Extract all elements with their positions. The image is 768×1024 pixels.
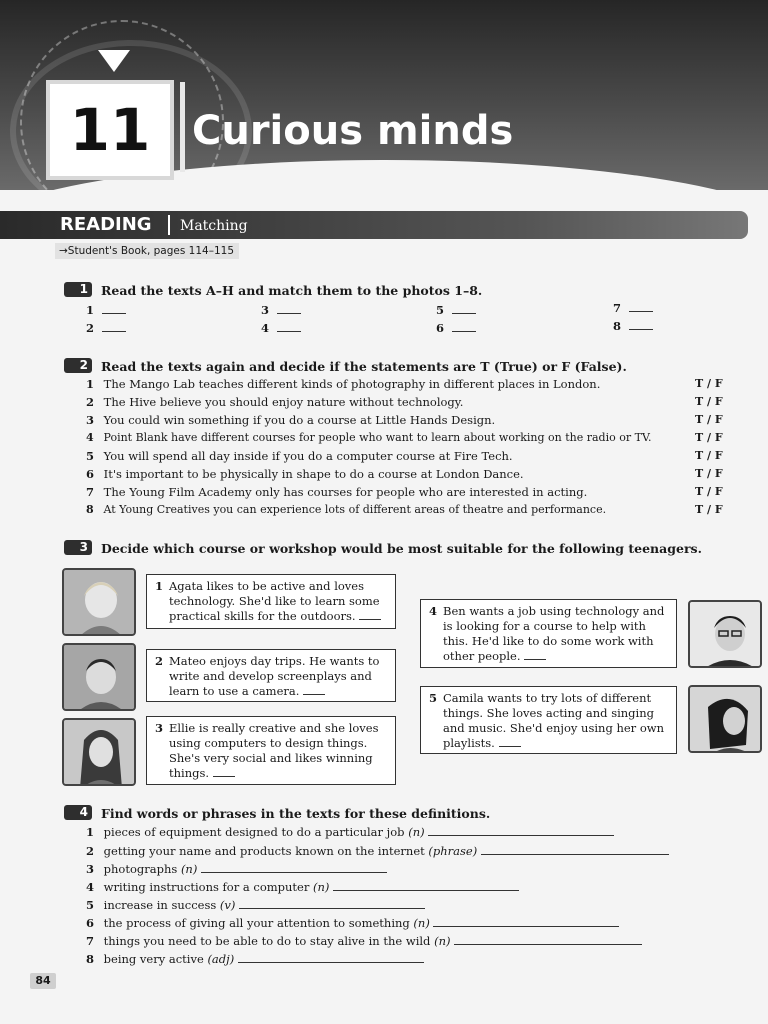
answer-line[interactable] (428, 826, 614, 836)
exercise-4-number: 4 (64, 805, 92, 820)
ex1-item: 8 (613, 319, 653, 333)
answer-line[interactable] (238, 953, 424, 963)
definition-row: 5 increase in success (v) (86, 898, 425, 912)
statement-row: 5 You will spend all day inside if you do a computer course at Fire Tech. (86, 449, 513, 463)
answer-line[interactable] (454, 935, 642, 945)
teen-box-mateo: 2 Mateo enjoys day trips. He wants to write and develop screenplays and learn to use a camera. (146, 649, 396, 702)
answer-blank[interactable] (359, 610, 381, 620)
statement-row: 3 You could win something if you do a course at Little Hands Design. (86, 413, 496, 427)
photo-ellie (62, 718, 136, 786)
ex1-item: 4 (261, 321, 301, 335)
answer-line[interactable] (201, 863, 387, 873)
exercise-2-number: 2 (64, 358, 92, 373)
section-label: READING (60, 214, 152, 235)
answer-blank[interactable] (499, 737, 521, 747)
exercise-3-instruction: Decide which course or workshop would be most suitable for the following teenagers. (101, 541, 702, 556)
statement-row: 7 The Young Film Academy only has courses for people who are interested in acting. (86, 485, 588, 499)
statement-row: 2 The Hive believe you should enjoy nature without technology. (86, 395, 464, 409)
students-book-reference: →Student's Book, pages 114–115 (55, 243, 239, 259)
answer-blank[interactable] (102, 304, 126, 314)
unit-divider (180, 82, 185, 172)
triangle-icon (98, 50, 130, 72)
ex1-item: 5 (436, 303, 476, 317)
section-subtitle: Matching (180, 218, 248, 234)
definition-row: 2 getting your name and products known on the internet (phrase) (86, 844, 669, 858)
photo-mateo (62, 643, 136, 711)
answer-line[interactable] (239, 899, 425, 909)
teen-box-ellie: 3 Ellie is really creative and she loves using computers to design things. She's very social and likes winning things. (146, 716, 396, 785)
teen-box-ben: 4 Ben wants a job using technology and is looking for a course to help with this. He'd like to do some work with other people. (420, 599, 677, 668)
ex1-item: 1 (86, 303, 126, 317)
exercise-1-number: 1 (64, 282, 92, 297)
statement-row: 8 At Young Creatives you can experience lots of different areas of theatre and performance. (86, 503, 607, 516)
answer-blank[interactable] (629, 302, 653, 312)
definition-row: 7 things you need to be able to do to stay alive in the wild (n) (86, 934, 642, 948)
unit-number: 11 (46, 80, 174, 180)
definition-row: 8 being very active (adj) (86, 952, 424, 966)
true-false-choice[interactable]: T / F (695, 485, 723, 498)
exercise-1-instruction: Read the texts A–H and match them to the photos 1–8. (101, 283, 483, 298)
true-false-choice[interactable]: T / F (695, 377, 723, 390)
answer-line[interactable] (433, 917, 619, 927)
ex1-item: 7 (613, 301, 653, 315)
answer-blank[interactable] (213, 767, 235, 777)
true-false-choice[interactable]: T / F (695, 503, 723, 516)
definition-row: 3 photographs (n) (86, 862, 387, 876)
definition-row: 6 the process of giving all your attention to something (n) (86, 916, 619, 930)
answer-blank[interactable] (629, 320, 653, 330)
true-false-choice[interactable]: T / F (695, 431, 723, 444)
answer-blank[interactable] (452, 304, 476, 314)
true-false-choice[interactable]: T / F (695, 395, 723, 408)
definition-row: 1 pieces of equipment designed to do a particular job (n) (86, 825, 614, 839)
answer-blank[interactable] (277, 322, 301, 332)
answer-blank[interactable] (277, 304, 301, 314)
statement-row: 6 It's important to be physically in shape to do a course at London Dance. (86, 467, 524, 481)
ex1-item: 2 (86, 321, 126, 335)
ex1-item: 3 (261, 303, 301, 317)
answer-line[interactable] (481, 845, 669, 855)
answer-line[interactable] (333, 881, 519, 891)
ex1-item: 6 (436, 321, 476, 335)
exercise-2-instruction: Read the texts again and decide if the statements are T (True) or F (False). (101, 359, 627, 374)
unit-title: Curious minds (192, 108, 514, 154)
photo-ben (688, 600, 762, 668)
true-false-choice[interactable]: T / F (695, 467, 723, 480)
statement-row: 4 Point Blank have different courses for people who want to learn about working on the radio or TV. (86, 431, 652, 444)
photo-agata (62, 568, 136, 636)
answer-blank[interactable] (102, 322, 126, 332)
photo-camila (688, 685, 762, 753)
exercise-4-instruction: Find words or phrases in the texts for these definitions. (101, 806, 491, 821)
answer-blank[interactable] (524, 650, 546, 660)
page-number: 84 (30, 973, 56, 989)
answer-blank[interactable] (303, 685, 325, 695)
true-false-choice[interactable]: T / F (695, 413, 723, 426)
answer-blank[interactable] (452, 322, 476, 332)
definition-row: 4 writing instructions for a computer (n) (86, 880, 519, 894)
true-false-choice[interactable]: T / F (695, 449, 723, 462)
teen-box-camila: 5 Camila wants to try lots of different things. She loves acting and singing and music. She'd enjoy using her own playlists. (420, 686, 677, 754)
section-separator (168, 215, 170, 235)
statement-row: 1 The Mango Lab teaches different kinds of photography in different places in London. (86, 377, 601, 391)
teen-box-agata: 1 Agata likes to be active and loves technology. She'd like to learn some practical skills for the outdoors. (146, 574, 396, 629)
exercise-3-number: 3 (64, 540, 92, 555)
